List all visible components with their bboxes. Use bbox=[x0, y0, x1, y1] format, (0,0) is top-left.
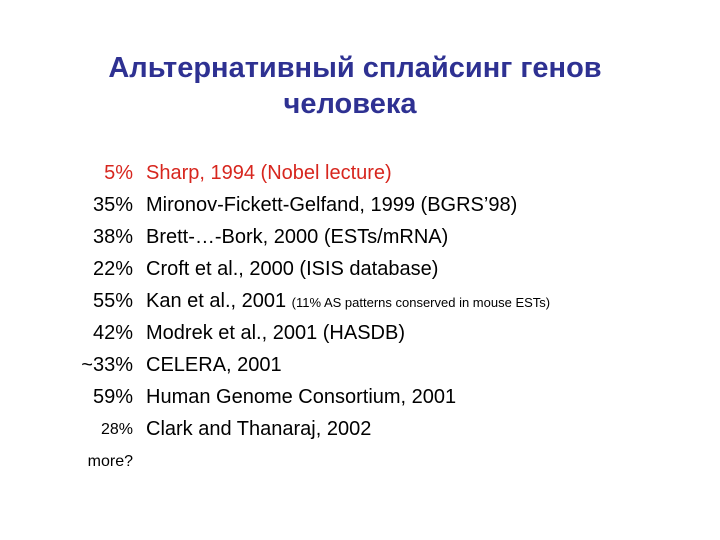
list-item bbox=[0, 416, 720, 443]
percent-value: 5% bbox=[104, 162, 133, 184]
percent-value: 42% bbox=[92, 322, 133, 344]
reference-text: CELERA, 2001 bbox=[146, 354, 282, 376]
reference-text: Human Genome Consortium, 2001 bbox=[146, 386, 457, 408]
slide-title bbox=[0, 50, 720, 122]
reference-text: Croft et al., 2000 (ISIS database) bbox=[146, 258, 439, 280]
list-item bbox=[0, 448, 720, 475]
percent-value: ~33% bbox=[81, 354, 133, 376]
percent-value: 38% bbox=[92, 226, 133, 248]
reference-text: Brett-…-Bork, 2000 (ESTs/mRNA) bbox=[146, 226, 449, 248]
list-item bbox=[0, 384, 720, 411]
reference-text bbox=[146, 288, 550, 316]
list-item bbox=[0, 256, 720, 283]
reference-text: Clark and Thanaraj, 2002 bbox=[146, 418, 372, 440]
list-item bbox=[0, 224, 720, 251]
title-line-2: человека bbox=[283, 88, 417, 120]
percent-value: more? bbox=[87, 453, 133, 470]
list-item bbox=[0, 352, 720, 379]
list-item bbox=[0, 320, 720, 347]
list-item bbox=[0, 192, 720, 219]
percent-value: 55% bbox=[92, 290, 133, 312]
list-item bbox=[0, 160, 720, 187]
reference-note: (11% AS patterns conserved in mouse ESTs) bbox=[291, 295, 551, 310]
percent-value: 59% bbox=[92, 386, 133, 408]
list-item bbox=[0, 288, 720, 315]
reference-text: Sharp, 1994 (Nobel lecture) bbox=[146, 162, 392, 184]
reference-text: Modrek et al., 2001 (HASDB) bbox=[146, 322, 405, 344]
percent-value: 22% bbox=[92, 258, 133, 280]
reference-main: Kan et al., 2001 bbox=[146, 290, 287, 312]
percent-value: 28% bbox=[100, 421, 133, 438]
percent-value: 35% bbox=[92, 194, 133, 216]
title-line-1: Альтернативный сплайсинг генов bbox=[108, 52, 602, 84]
reference-text: Mironov-Fickett-Gelfand, 1999 (BGRS’98) bbox=[146, 194, 518, 216]
